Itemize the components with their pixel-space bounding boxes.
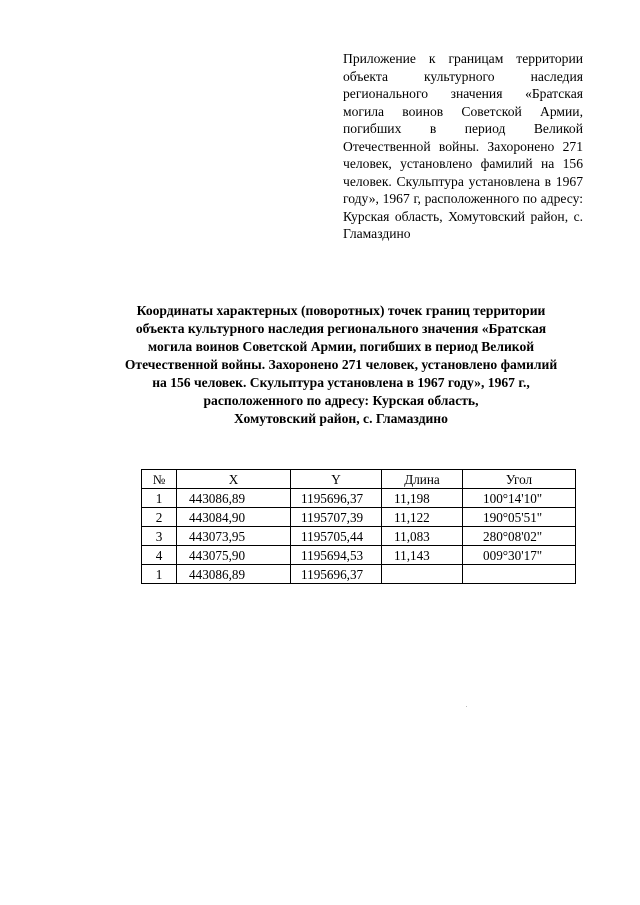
heading-line: могила воинов Советской Армии, погибших в период Великой bbox=[147, 339, 535, 354]
cell-angle: 100°14'10" bbox=[463, 489, 576, 508]
cell-length: 11,143 bbox=[382, 546, 463, 565]
cell-number: 1 bbox=[142, 565, 177, 584]
cell-angle: 009°30'17" bbox=[463, 546, 576, 565]
cell-angle: 190°05'51" bbox=[463, 508, 576, 527]
heading-line: объекта культурного наследия регионального значения «Братская bbox=[135, 321, 547, 336]
heading-line: Отечественной войны. Захоронено 271 человек, установлено фамилий bbox=[124, 357, 558, 372]
cell-length: 11,198 bbox=[382, 489, 463, 508]
column-header-number: № bbox=[142, 470, 177, 489]
heading-line: расположенного по адресу: Курская область, bbox=[203, 393, 479, 408]
table-row bbox=[142, 489, 576, 508]
table-row bbox=[142, 527, 576, 546]
document-heading bbox=[100, 302, 582, 428]
column-header-angle: Угол bbox=[463, 470, 576, 489]
cell-x: 443075,90 bbox=[177, 546, 291, 565]
column-header-length: Длина bbox=[382, 470, 463, 489]
cell-number: 1 bbox=[142, 489, 177, 508]
cell-length: 11,083 bbox=[382, 527, 463, 546]
table-row bbox=[142, 565, 576, 584]
heading-line: Координаты характерных (поворотных) точек границ территории bbox=[136, 303, 546, 318]
cell-y: 1195696,37 bbox=[291, 565, 382, 584]
table-header-row bbox=[142, 470, 576, 489]
table-row bbox=[142, 508, 576, 527]
heading-line: Хомутовский район, с. Гламаздино bbox=[234, 411, 448, 426]
heading-line: на 156 человек. Скульптура установлена в 1967 году», 1967 г., bbox=[152, 375, 530, 390]
cell-x: 443086,89 bbox=[177, 489, 291, 508]
cell-y: 1195705,44 bbox=[291, 527, 382, 546]
cell-number: 2 bbox=[142, 508, 177, 527]
cell-number: 3 bbox=[142, 527, 177, 546]
cell-angle bbox=[463, 565, 576, 584]
cell-length bbox=[382, 565, 463, 584]
cell-angle: 280°08'02" bbox=[463, 527, 576, 546]
cell-x: 443086,89 bbox=[177, 565, 291, 584]
column-header-x: X bbox=[177, 470, 291, 489]
cell-y: 1195696,37 bbox=[291, 489, 382, 508]
appendix-note: Приложение к границам территории объекта культурного наследия регионального значения «Братская могила воинов Советской Армии, погибших в период Великой Отечественной войны. Захоронено 271 человек, установлено фамилий на 156 человек. Скульптура установлена в 1967 году», 1967 г, расположенного по адресу: Курская область, Хомутовский район, с. Гламаздино bbox=[343, 51, 583, 241]
cell-length: 11,122 bbox=[382, 508, 463, 527]
scan-speck bbox=[466, 706, 467, 707]
table-row bbox=[142, 546, 576, 565]
cell-y: 1195694,53 bbox=[291, 546, 382, 565]
coordinates-table bbox=[141, 469, 576, 584]
cell-number: 4 bbox=[142, 546, 177, 565]
cell-x: 443084,90 bbox=[177, 508, 291, 527]
column-header-y: Y bbox=[291, 470, 382, 489]
cell-x: 443073,95 bbox=[177, 527, 291, 546]
cell-y: 1195707,39 bbox=[291, 508, 382, 527]
